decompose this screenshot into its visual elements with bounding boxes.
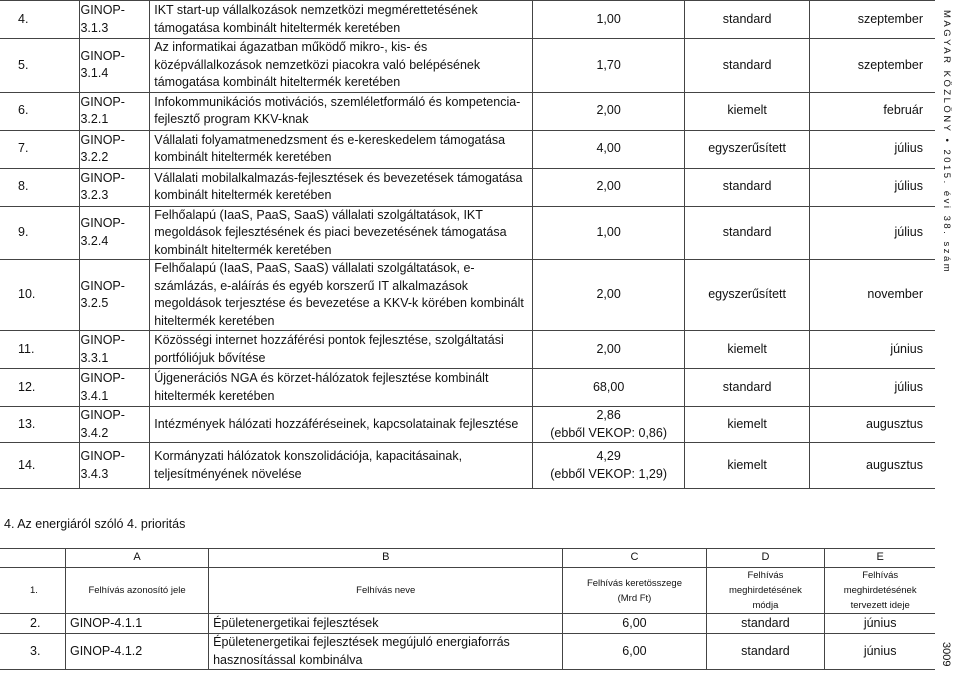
header-call-id: Felhívás azonosító jele bbox=[65, 568, 208, 614]
table-row bbox=[0, 168, 935, 206]
priority-4-table bbox=[0, 548, 935, 670]
header-planned-date: Felhívás meghirdetésének tervezett ideje bbox=[825, 568, 935, 614]
planned-date-cell: augusztus bbox=[810, 407, 935, 443]
announcement-type-cell: standard bbox=[684, 168, 810, 206]
row-number: 3. bbox=[0, 634, 65, 670]
budget-cell: 4,29 (ebből VEKOP: 1,29) bbox=[533, 443, 684, 489]
call-name-cell: Közösségi internet hozzáférési pontok fejlesztése, szolgáltatási portfóliójuk bővítése bbox=[150, 331, 533, 369]
announcement-type-cell: kiemelt bbox=[684, 443, 810, 489]
budget-cell: 68,00 bbox=[533, 369, 684, 407]
table-row bbox=[0, 260, 935, 331]
planned-date-cell: szeptember bbox=[810, 39, 935, 93]
planned-date-cell: február bbox=[810, 92, 935, 130]
call-id-cell: GINOP-4.1.1 bbox=[65, 614, 208, 634]
row-number: 6. bbox=[0, 92, 80, 130]
table-row bbox=[0, 206, 935, 260]
column-letter-d: D bbox=[706, 549, 825, 568]
table-row bbox=[0, 1, 935, 39]
header-announcement-type: Felhívás meghirdetésének módja bbox=[706, 568, 825, 614]
planned-date-cell: július bbox=[810, 369, 935, 407]
table-row bbox=[0, 634, 935, 670]
call-id-cell: GINOP-3.2.1 bbox=[80, 92, 150, 130]
budget-cell: 1,70 bbox=[533, 39, 684, 93]
announcement-type-cell: standard bbox=[684, 369, 810, 407]
announcement-type-cell: egyszerűsített bbox=[684, 130, 810, 168]
row-number: 11. bbox=[0, 331, 80, 369]
call-name-cell: Felhőalapú (IaaS, PaaS, SaaS) vállalati szolgáltatások, e-számlázás, e-aláírás és egyéb korszerű IT alkalmazások megoldások terjesztése és bevezetése a KKV-k körében kombinált hiteltermék keretében bbox=[150, 260, 533, 331]
column-letter-c: C bbox=[563, 549, 706, 568]
call-id-cell: GINOP-3.1.4 bbox=[80, 39, 150, 93]
table-row bbox=[0, 39, 935, 93]
call-id-cell: GINOP-3.3.1 bbox=[80, 331, 150, 369]
table-row bbox=[0, 443, 935, 489]
budget-cell: 2,00 bbox=[533, 260, 684, 331]
planned-date-cell: június bbox=[810, 331, 935, 369]
column-letter-a: A bbox=[65, 549, 208, 568]
call-name-cell: Intézmények hálózati hozzáféréseinek, kapcsolatainak fejlesztése bbox=[150, 407, 533, 443]
call-id-cell: GINOP-3.2.4 bbox=[80, 206, 150, 260]
call-name-cell: Vállalati folyamatmenedzsment és e-kereskedelem támogatása kombinált hiteltermék keretében bbox=[150, 130, 533, 168]
row-number: 8. bbox=[0, 168, 80, 206]
call-id-cell: GINOP-3.4.2 bbox=[80, 407, 150, 443]
table-row bbox=[0, 614, 935, 634]
column-letter-b: B bbox=[209, 549, 563, 568]
row-number: 5. bbox=[0, 39, 80, 93]
call-id-cell: GINOP-3.4.1 bbox=[80, 369, 150, 407]
planned-date-cell: szeptember bbox=[810, 1, 935, 39]
call-id-cell: GINOP-3.4.3 bbox=[80, 443, 150, 489]
table-row bbox=[0, 331, 935, 369]
call-id-cell: GINOP-3.2.2 bbox=[80, 130, 150, 168]
row-number: 4. bbox=[0, 1, 80, 39]
budget-cell: 2,00 bbox=[533, 92, 684, 130]
call-name-cell: Épületenergetikai fejlesztések megújuló energiaforrás hasznosítással kombinálva bbox=[209, 634, 563, 670]
announcement-type-cell: kiemelt bbox=[684, 92, 810, 130]
call-name-cell: Vállalati mobilalkalmazás-fejlesztések és bevezetések támogatása kombinált hiteltermék keretében bbox=[150, 168, 533, 206]
call-id-cell: GINOP-3.2.5 bbox=[80, 260, 150, 331]
call-name-cell: Az informatikai ágazatban működő mikro-, kis- és középvállalkozások nemzetközi piacokra való belépésének támogatása kombinált hiteltermék keretében bbox=[150, 39, 533, 93]
row-number: 2. bbox=[0, 614, 65, 634]
column-letters-row bbox=[0, 549, 935, 568]
budget-cell: 6,00 bbox=[563, 614, 706, 634]
budget-cell: 2,00 bbox=[533, 331, 684, 369]
row-number: 13. bbox=[0, 407, 80, 443]
row-number: 10. bbox=[0, 260, 80, 331]
planned-date-cell: június bbox=[825, 634, 935, 670]
call-name-cell: Infokommunikációs motivációs, szemléletformáló és kompetencia-fejlesztő program KKV-knak bbox=[150, 92, 533, 130]
planned-date-cell: június bbox=[825, 614, 935, 634]
header-row bbox=[0, 568, 935, 614]
announcement-type-cell: standard bbox=[706, 614, 825, 634]
row-number: 7. bbox=[0, 130, 80, 168]
header-budget: Felhívás keretösszege (Mrd Ft) bbox=[563, 568, 706, 614]
planned-date-cell: július bbox=[810, 168, 935, 206]
budget-cell: 2,86 (ebből VEKOP: 0,86) bbox=[533, 407, 684, 443]
budget-cell: 1,00 bbox=[533, 1, 684, 39]
table-row bbox=[0, 369, 935, 407]
section-title: 4. Az energiáról szóló 4. prioritás bbox=[4, 517, 186, 531]
row-number: 12. bbox=[0, 369, 80, 407]
call-name-cell: Kormányzati hálózatok konszolidációja, kapacitásainak, teljesítményének növelése bbox=[150, 443, 533, 489]
announcement-type-cell: egyszerűsített bbox=[684, 260, 810, 331]
announcement-type-cell: standard bbox=[684, 39, 810, 93]
announcement-type-cell: standard bbox=[684, 206, 810, 260]
call-id-cell: GINOP-3.1.3 bbox=[80, 1, 150, 39]
budget-cell: 2,00 bbox=[533, 168, 684, 206]
table-row bbox=[0, 130, 935, 168]
budget-cell: 1,00 bbox=[533, 206, 684, 260]
call-id-cell: GINOP-4.1.2 bbox=[65, 634, 208, 670]
journal-header-vertical bbox=[940, 10, 954, 275]
page-number-container bbox=[940, 642, 954, 672]
announcement-type-cell: standard bbox=[684, 1, 810, 39]
corner-cell bbox=[0, 549, 65, 568]
column-letter-e: E bbox=[825, 549, 935, 568]
announcement-type-cell: kiemelt bbox=[684, 331, 810, 369]
budget-cell: 4,00 bbox=[533, 130, 684, 168]
table-row bbox=[0, 407, 935, 443]
planned-date-cell: július bbox=[810, 206, 935, 260]
call-id-cell: GINOP-3.2.3 bbox=[80, 168, 150, 206]
call-name-cell: Épületenergetikai fejlesztések bbox=[209, 614, 563, 634]
planned-date-cell: november bbox=[810, 260, 935, 331]
row-number: 14. bbox=[0, 443, 80, 489]
row-number: 9. bbox=[0, 206, 80, 260]
table-row bbox=[0, 92, 935, 130]
announcement-type-cell: standard bbox=[706, 634, 825, 670]
journal-title: MAGYAR KÖZLÖNY • 2015. évi 38. szám bbox=[941, 10, 952, 275]
call-name-cell: IKT start-up vállalkozások nemzetközi megmérettetésének támogatása kombinált hiteltermék keretében bbox=[150, 1, 533, 39]
call-name-cell: Felhőalapú (IaaS, PaaS, SaaS) vállalati szolgáltatások, IKT megoldások fejlesztésének és piaci bevezetésének támogatása kombinált hiteltermék keretében bbox=[150, 206, 533, 260]
page-number: 3009 bbox=[940, 642, 952, 667]
budget-cell: 6,00 bbox=[563, 634, 706, 670]
header-call-name: Felhívás neve bbox=[209, 568, 563, 614]
announcement-type-cell: kiemelt bbox=[684, 407, 810, 443]
planned-date-cell: július bbox=[810, 130, 935, 168]
call-name-cell: Újgenerációs NGA és körzet-hálózatok fejlesztése kombinált hiteltermék keretében bbox=[150, 369, 533, 407]
row-number: 1. bbox=[0, 568, 65, 614]
planned-date-cell: augusztus bbox=[810, 443, 935, 489]
